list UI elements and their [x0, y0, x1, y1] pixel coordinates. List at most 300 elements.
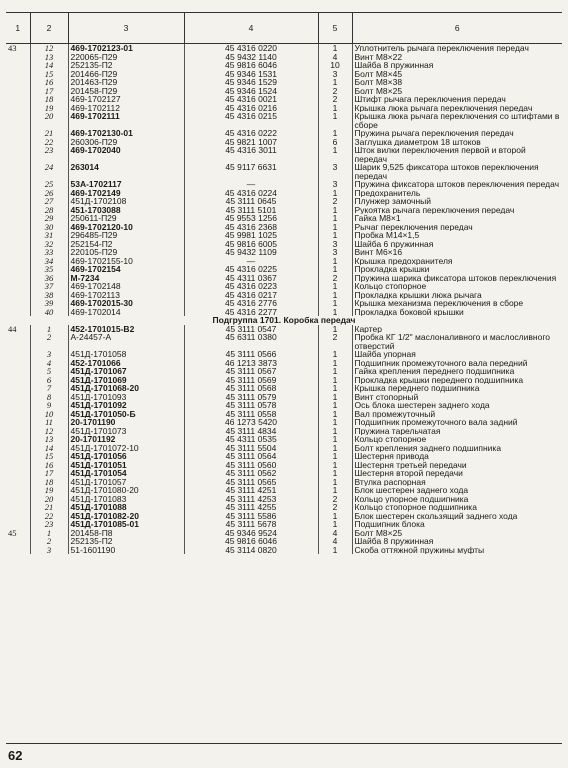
- catalog-code-cell: 45 4316 0021: [184, 95, 318, 104]
- quantity-cell: 1: [318, 512, 352, 521]
- table-row: [6, 78, 562, 87]
- part-number-cell: 451Д-1701083: [68, 495, 184, 504]
- catalog-code-cell: 45 9346 9524: [184, 529, 318, 538]
- description-cell: Болт М8×45: [352, 70, 562, 79]
- catalog-code-cell: 45 3111 4251: [184, 486, 318, 495]
- part-number-cell: 451Д-1701093: [68, 393, 184, 402]
- table-row: [6, 393, 562, 402]
- table-row: [6, 333, 562, 350]
- figure-cell: [6, 546, 30, 555]
- quantity-cell: 1: [318, 282, 352, 291]
- quantity-cell: 1: [318, 427, 352, 436]
- part-number-cell: 451Д-1701068-20: [68, 384, 184, 393]
- table-row: [6, 206, 562, 215]
- table-row: [6, 461, 562, 470]
- position-cell: 17: [30, 469, 68, 478]
- catalog-code-cell: 45 3111 0560: [184, 461, 318, 470]
- figure-cell: [6, 129, 30, 138]
- table-row: [6, 537, 562, 546]
- table-row: [6, 520, 562, 529]
- quantity-cell: 1: [318, 546, 352, 555]
- part-number-cell: 451Д-1701088: [68, 503, 184, 512]
- part-number-cell: 451Д-1701092: [68, 401, 184, 410]
- description-cell: Шайба 8 пружинная: [352, 61, 562, 70]
- position-cell: 7: [30, 384, 68, 393]
- part-number-cell: 469-1702155-10: [68, 257, 184, 266]
- catalog-code-cell: 46 1213 3873: [184, 359, 318, 368]
- table-row: [6, 197, 562, 206]
- description-cell: Заглушка диаметром 18 штоков: [352, 138, 562, 147]
- part-number-cell: 451Д-1701056: [68, 452, 184, 461]
- table-row: [6, 478, 562, 487]
- catalog-code-cell: 45 3111 5101: [184, 206, 318, 215]
- part-number-cell: 451Д-1701073: [68, 427, 184, 436]
- position-cell: 13: [30, 53, 68, 62]
- table-row: [6, 529, 562, 538]
- table-header-row: [6, 13, 562, 44]
- quantity-cell: 1: [318, 189, 352, 198]
- position-cell: 29: [30, 214, 68, 223]
- part-number-cell: 220065-П29: [68, 53, 184, 62]
- description-cell: Шестерня привода: [352, 452, 562, 461]
- figure-cell: [6, 350, 30, 359]
- catalog-code-cell: 45 9346 1531: [184, 70, 318, 79]
- part-number-cell: 260306-П29: [68, 138, 184, 147]
- catalog-code-cell: 45 9346 1529: [184, 78, 318, 87]
- table-row: [6, 376, 562, 385]
- part-number-cell: 252154-П2: [68, 240, 184, 249]
- part-number-cell: М-7234: [68, 274, 184, 283]
- position-cell: 21: [30, 129, 68, 138]
- description-cell: Крышка предохранителя: [352, 257, 562, 266]
- position-cell: 5: [30, 367, 68, 376]
- part-number-cell: 451Д-1701050-Б: [68, 410, 184, 419]
- description-cell: Предохранитель: [352, 189, 562, 198]
- quantity-cell: 1: [318, 478, 352, 487]
- part-number-cell: 469-1702154: [68, 265, 184, 274]
- description-cell: Рукоятка рычага переключения передач: [352, 206, 562, 215]
- quantity-cell: 1: [318, 223, 352, 232]
- catalog-code-cell: 45 3111 0565: [184, 478, 318, 487]
- position-cell: 24: [30, 163, 68, 180]
- catalog-code-cell: 45 4311 0535: [184, 435, 318, 444]
- part-number-cell: 451-1703088: [68, 206, 184, 215]
- table-row: [6, 265, 562, 274]
- position-cell: 21: [30, 503, 68, 512]
- position-cell: 31: [30, 231, 68, 240]
- description-cell: Крышка люка рычага переключения передач: [352, 104, 562, 113]
- catalog-code-cell: 45 3111 4253: [184, 495, 318, 504]
- position-cell: 8: [30, 393, 68, 402]
- quantity-cell: 1: [318, 410, 352, 419]
- figure-cell: [6, 274, 30, 283]
- catalog-code-cell: 46 1273 5420: [184, 418, 318, 427]
- position-cell: 2: [30, 333, 68, 350]
- figure-cell: [6, 410, 30, 419]
- position-cell: 10: [30, 410, 68, 419]
- table-row: [6, 418, 562, 427]
- quantity-cell: 1: [318, 146, 352, 163]
- description-cell: Шестерня третьей передачи: [352, 461, 562, 470]
- catalog-code-cell: 45 9816 6005: [184, 240, 318, 249]
- catalog-code-cell: 45 9432 1140: [184, 53, 318, 62]
- catalog-code-cell: 45 3111 0558: [184, 410, 318, 419]
- subgroup-heading-row: [6, 316, 562, 325]
- table-row: [6, 546, 562, 555]
- catalog-code-cell: 45 3111 4255: [184, 503, 318, 512]
- position-cell: 19: [30, 486, 68, 495]
- figure-cell: [6, 189, 30, 198]
- table-row: [6, 427, 562, 436]
- description-cell: Картер: [352, 325, 562, 334]
- quantity-cell: 3: [318, 180, 352, 189]
- description-cell: Кольцо стопорное: [352, 282, 562, 291]
- description-cell: Крышка люка рычага переключения со штифтами в сборе: [352, 112, 562, 129]
- table-row: [6, 469, 562, 478]
- figure-cell: [6, 138, 30, 147]
- position-cell: 33: [30, 248, 68, 257]
- position-cell: 39: [30, 299, 68, 308]
- catalog-code-cell: 45 4316 0215: [184, 112, 318, 129]
- quantity-cell: 3: [318, 248, 352, 257]
- part-number-cell: 451Д-1701080-20: [68, 486, 184, 495]
- quantity-cell: 1: [318, 444, 352, 453]
- table-row: [6, 452, 562, 461]
- position-cell: 32: [30, 240, 68, 249]
- position-cell: 3: [30, 546, 68, 555]
- table-row: [6, 486, 562, 495]
- figure-cell: [6, 206, 30, 215]
- quantity-cell: 2: [318, 95, 352, 104]
- catalog-code-cell: 45 6311 0380: [184, 333, 318, 350]
- description-cell: Винт М8×22: [352, 53, 562, 62]
- catalog-code-cell: 45 3111 5586: [184, 512, 318, 521]
- quantity-cell: 1: [318, 461, 352, 470]
- table-row: [6, 350, 562, 359]
- figure-cell: [6, 231, 30, 240]
- description-cell: Кольцо стопорное подшипника: [352, 503, 562, 512]
- figure-cell: [6, 265, 30, 274]
- table-row: [6, 223, 562, 232]
- description-cell: Прокладка крышки переднего подшипника: [352, 376, 562, 385]
- table-row: [6, 180, 562, 189]
- quantity-cell: 1: [318, 359, 352, 368]
- quantity-cell: 1: [318, 393, 352, 402]
- quantity-cell: 1: [318, 291, 352, 300]
- description-cell: Шарик 9,525 фиксатора штоков переключения передач: [352, 163, 562, 180]
- figure-cell: 43: [8, 43, 17, 53]
- part-number-cell: 250611-П29: [68, 214, 184, 223]
- quantity-cell: 10: [318, 61, 352, 70]
- figure-cell: [6, 70, 30, 79]
- table-row: [6, 44, 562, 53]
- table-row: [6, 129, 562, 138]
- table-row: [6, 299, 562, 308]
- description-cell: Кольцо стопорное: [352, 435, 562, 444]
- position-cell: 15: [30, 70, 68, 79]
- table-row: [6, 87, 562, 96]
- table-row: [6, 163, 562, 180]
- part-number-cell: 452-1701066: [68, 359, 184, 368]
- quantity-cell: 1: [318, 299, 352, 308]
- table-row: [6, 61, 562, 70]
- quantity-cell: 1: [318, 214, 352, 223]
- quantity-cell: 1: [318, 367, 352, 376]
- figure-cell: [6, 495, 30, 504]
- part-number-cell: 469-1702111: [68, 112, 184, 129]
- position-cell: 27: [30, 197, 68, 206]
- quantity-cell: 1: [318, 520, 352, 529]
- catalog-code-cell: 45 3111 5504: [184, 444, 318, 453]
- quantity-cell: 2: [318, 503, 352, 512]
- part-number-cell: 469-1702015-30: [68, 299, 184, 308]
- part-number-cell: 469-1702014: [68, 308, 184, 317]
- table-row: [6, 257, 562, 266]
- position-cell: 40: [30, 308, 68, 317]
- table-row: [6, 95, 562, 104]
- figure-cell: [6, 359, 30, 368]
- position-cell: 1: [30, 325, 68, 334]
- quantity-cell: 1: [318, 418, 352, 427]
- table-row: [6, 359, 562, 368]
- quantity-cell: 1: [318, 78, 352, 87]
- position-cell: 1: [30, 529, 68, 538]
- part-number-cell: 252135-П2: [68, 537, 184, 546]
- figure-cell: [6, 214, 30, 223]
- table-row: [6, 401, 562, 410]
- position-cell: 30: [30, 223, 68, 232]
- position-cell: 20: [30, 112, 68, 129]
- table-row: [6, 512, 562, 521]
- table-row: [6, 410, 562, 419]
- table-row: [6, 282, 562, 291]
- part-number-cell: 451Д-1701069: [68, 376, 184, 385]
- catalog-code-cell: 45 4316 0220: [184, 44, 318, 53]
- figure-cell: [6, 376, 30, 385]
- description-cell: Гайка крепления переднего подшипника: [352, 367, 562, 376]
- part-number-cell: 469-1702123-01: [68, 44, 184, 53]
- catalog-code-cell: 45 3111 4834: [184, 427, 318, 436]
- figure-cell: [6, 240, 30, 249]
- description-cell: Крышка переднего подшипника: [352, 384, 562, 393]
- description-cell: Уплотнитель рычага переключения передач: [352, 44, 562, 53]
- position-cell: 35: [30, 265, 68, 274]
- description-cell: Ось блока шестерен заднего хода: [352, 401, 562, 410]
- col-header-figure: 1: [6, 13, 30, 44]
- quantity-cell: 1: [318, 376, 352, 385]
- table-row: [6, 214, 562, 223]
- figure-cell: [6, 461, 30, 470]
- table-row: [6, 104, 562, 113]
- figure-cell: [6, 223, 30, 232]
- col-header-catalog-code: 4: [184, 13, 318, 44]
- figure-cell: [6, 308, 30, 317]
- position-cell: 14: [30, 444, 68, 453]
- col-header-position: 2: [30, 13, 68, 44]
- position-cell: 12: [30, 427, 68, 436]
- catalog-code-cell: 45 3111 0578: [184, 401, 318, 410]
- position-cell: 18: [30, 95, 68, 104]
- quantity-cell: 2: [318, 197, 352, 206]
- figure-cell: [6, 452, 30, 461]
- description-cell: Винт стопорный: [352, 393, 562, 402]
- part-number-cell: 451Д-1701085-01: [68, 520, 184, 529]
- col-header-description: 6: [352, 13, 562, 44]
- position-cell: 37: [30, 282, 68, 291]
- quantity-cell: 1: [318, 308, 352, 317]
- description-cell: Подшипник промежуточного вала передний: [352, 359, 562, 368]
- catalog-code-cell: —: [184, 180, 318, 189]
- table-row: [6, 53, 562, 62]
- figure-cell: 45: [8, 528, 17, 537]
- figure-cell: [6, 418, 30, 427]
- position-cell: 16: [30, 461, 68, 470]
- quantity-cell: 1: [318, 350, 352, 359]
- description-cell: Болт М8×25: [352, 529, 562, 538]
- part-number-cell: 201463-П29: [68, 78, 184, 87]
- subgroup-title: Подгруппа 1701. Коробка передач: [212, 316, 356, 325]
- position-cell: 22: [30, 512, 68, 521]
- table-row: [6, 112, 562, 129]
- part-number-cell: 201458-П8: [68, 529, 184, 538]
- figure-cell: [6, 478, 30, 487]
- part-number-cell: 451Д-1701057: [68, 478, 184, 487]
- figure-cell: [6, 291, 30, 300]
- catalog-code-cell: 45 4316 2776: [184, 299, 318, 308]
- col-header-part-number: 3: [68, 13, 184, 44]
- figure-cell: [6, 384, 30, 393]
- catalog-code-cell: 45 9821 1007: [184, 138, 318, 147]
- part-number-cell: 451Д-1701054: [68, 469, 184, 478]
- part-number-cell: 220105-П29: [68, 248, 184, 257]
- table-row: [6, 495, 562, 504]
- description-cell: Прокладка крышки люка рычага: [352, 291, 562, 300]
- position-cell: 2: [30, 537, 68, 546]
- description-cell: Блок шестерен заднего хода: [352, 486, 562, 495]
- description-cell: Шестерня второй передачи: [352, 469, 562, 478]
- catalog-code-cell: 45 4316 3011: [184, 146, 318, 163]
- col-header-quantity: 5: [318, 13, 352, 44]
- description-cell: Скоба оттяжной пружины муфты: [352, 546, 562, 555]
- position-cell: 34: [30, 257, 68, 266]
- position-cell: 36: [30, 274, 68, 283]
- catalog-code-cell: 45 4316 0225: [184, 265, 318, 274]
- description-cell: Рычаг переключения передач: [352, 223, 562, 232]
- figure-cell: [6, 87, 30, 96]
- table-row: [6, 444, 562, 453]
- part-number-cell: 20-1701190: [68, 418, 184, 427]
- quantity-cell: 2: [318, 333, 352, 350]
- table-row: [6, 367, 562, 376]
- figure-cell: [6, 427, 30, 436]
- quantity-cell: 3: [318, 240, 352, 249]
- position-cell: 18: [30, 478, 68, 487]
- description-cell: Вал промежуточный: [352, 410, 562, 419]
- figure-cell: [6, 299, 30, 308]
- position-cell: 14: [30, 61, 68, 70]
- figure-cell: [6, 53, 30, 62]
- position-cell: 12: [30, 44, 68, 53]
- position-cell: 9: [30, 401, 68, 410]
- part-number-cell: 252135-П2: [68, 61, 184, 70]
- description-cell: Шайба 6 пружинная: [352, 240, 562, 249]
- part-number-cell: 201458-П29: [68, 87, 184, 96]
- figure-cell: 44: [8, 324, 17, 333]
- page-number: 62: [8, 748, 23, 763]
- table-row: [6, 291, 562, 300]
- table-row: [6, 435, 562, 444]
- position-cell: 16: [30, 78, 68, 87]
- description-cell: Гайка М8×1: [352, 214, 562, 223]
- description-cell: Пружина тарельчатая: [352, 427, 562, 436]
- table-row: [6, 240, 562, 249]
- quantity-cell: 2: [318, 495, 352, 504]
- position-cell: 3: [30, 350, 68, 359]
- quantity-cell: 3: [318, 163, 352, 180]
- part-number-cell: 452-1701015-В2: [68, 325, 184, 334]
- catalog-code-cell: 45 3111 0567: [184, 367, 318, 376]
- catalog-code-cell: 45 3111 0645: [184, 197, 318, 206]
- description-cell: Крышка механизма переключения в сборе: [352, 299, 562, 308]
- part-number-cell: 263014: [68, 163, 184, 180]
- catalog-code-cell: 45 4316 0223: [184, 282, 318, 291]
- footer-divider: [6, 743, 562, 744]
- part-number-cell: 451Д-1701058: [68, 350, 184, 359]
- catalog-code-cell: 45 3111 0566: [184, 350, 318, 359]
- description-cell: Кольцо упорное подшипника: [352, 495, 562, 504]
- figure-cell: [6, 333, 30, 350]
- part-number-cell: 451Д-1701072-10: [68, 444, 184, 453]
- position-cell: 25: [30, 180, 68, 189]
- figure-cell: [6, 112, 30, 129]
- part-number-cell: 451Д-1701051: [68, 461, 184, 470]
- table-row: [6, 308, 562, 317]
- catalog-code-cell: 45 3111 0579: [184, 393, 318, 402]
- figure-cell: [6, 78, 30, 87]
- quantity-cell: 2: [318, 87, 352, 96]
- position-cell: 23: [30, 520, 68, 529]
- catalog-code-cell: 45 9346 1524: [184, 87, 318, 96]
- figure-cell: [6, 469, 30, 478]
- description-cell: Подшипник блока: [352, 520, 562, 529]
- figure-cell: [6, 444, 30, 453]
- position-cell: 28: [30, 206, 68, 215]
- quantity-cell: 1: [318, 231, 352, 240]
- catalog-code-cell: 45 4316 0222: [184, 129, 318, 138]
- figure-cell: [6, 393, 30, 402]
- figure-cell: [6, 95, 30, 104]
- figure-cell: [6, 197, 30, 206]
- table-row: [6, 189, 562, 198]
- figure-cell: [6, 163, 30, 180]
- catalog-code-cell: 45 9117 6631: [184, 163, 318, 180]
- quantity-cell: 4: [318, 529, 352, 538]
- catalog-code-cell: 45 3114 0820: [184, 546, 318, 555]
- figure-cell: [6, 367, 30, 376]
- figure-cell: [6, 282, 30, 291]
- catalog-code-cell: 45 4311 0367: [184, 274, 318, 283]
- part-number-cell: 469-1702148: [68, 282, 184, 291]
- figure-cell: [6, 104, 30, 113]
- quantity-cell: 3: [318, 70, 352, 79]
- figure-cell: [6, 520, 30, 529]
- description-cell: Пружина фиксатора штоков переключения передач: [352, 180, 562, 189]
- position-cell: 11: [30, 418, 68, 427]
- part-number-cell: 469-1702149: [68, 189, 184, 198]
- catalog-code-cell: 45 4316 2368: [184, 223, 318, 232]
- quantity-cell: 1: [318, 469, 352, 478]
- quantity-cell: 1: [318, 384, 352, 393]
